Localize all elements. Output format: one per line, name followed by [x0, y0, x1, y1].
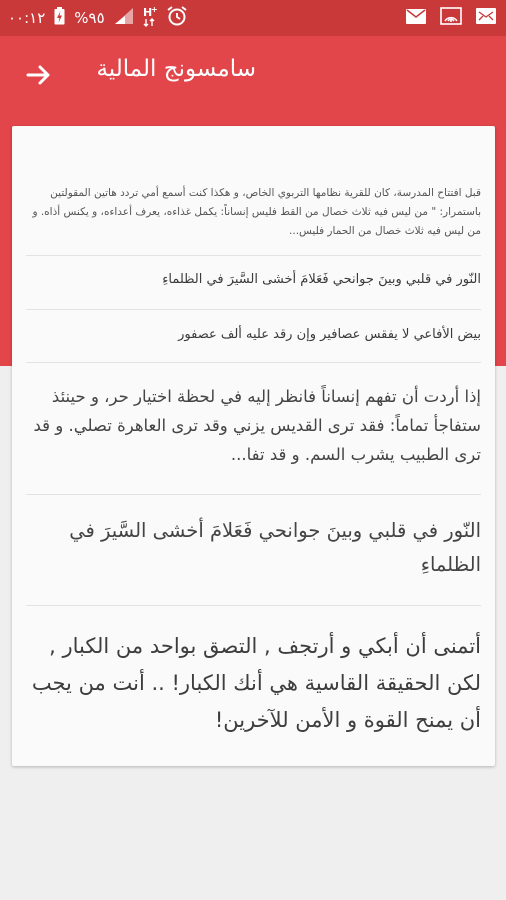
battery-icon — [54, 7, 65, 29]
post-item[interactable]: إذا أردت أن تفهم إنساناً فانظر إليه في لحظة اختيار حر، و حينئذ ستفاجأ تماماً: فقد ترى القديس يزني وقد ترى العاهرة تصلي. و قد ترى الطبيب يشرب السم. و قد تفا... — [33, 387, 481, 464]
status-bar-right — [406, 0, 496, 36]
divider — [26, 309, 481, 310]
screen-mirror-icon — [440, 7, 462, 29]
svg-text:H: H — [142, 6, 152, 19]
email-icon — [406, 9, 426, 28]
hplus-data-icon — [143, 5, 157, 31]
divider — [26, 494, 481, 495]
alarm-icon — [166, 5, 188, 31]
battery-percent: %٩٥ — [74, 9, 105, 27]
status-bar-left — [8, 0, 188, 36]
signal-icon — [114, 7, 134, 29]
notification-icon — [476, 8, 496, 28]
post-item[interactable]: قبل افتتاح المدرسة، كان للقرية نظامها التربوي الخاص، و هكذا كنت أسمع أمي تردد هاتين المقولتين باستمرار: " من ليس فيه ثلاث خصال من القط فليس إنساناً: يكمل غذاءه، يعرف أعداءه، و يكنس أذاه. و من ليس فيه ثلاث خصال من الحمار فليس... — [32, 187, 481, 237]
back-button[interactable] — [22, 58, 56, 92]
divider — [26, 362, 481, 363]
posts-card — [12, 126, 495, 766]
status-bar — [0, 0, 506, 36]
post-item[interactable]: بيض الأفاعي لا يفقس عصافير وإن رقد عليه ألف عصفور — [178, 327, 481, 342]
post-item[interactable]: أتمنى أن أبكي و أرتجف , التصق بواحد من الكبار , لكن الحقيقة القاسية هي أنك الكبار! .. أنت من يجب أن يمنح القوة و الأمن للآخرين! — [31, 634, 481, 732]
app-title: سامسونج المالية — [96, 56, 256, 82]
post-item[interactable]: النّور في قلبي وبينَ جوانحي فَعَلامَ أخشى السَّيرَ في الظلماءِ — [162, 272, 481, 287]
post-item[interactable]: النّور في قلبي وبينَ جوانحي فَعَلامَ أخشى السَّيرَ في الظلماءِ — [69, 519, 481, 576]
divider — [26, 255, 481, 256]
divider — [26, 605, 481, 606]
arrow-right-icon — [22, 58, 56, 92]
clock: ٠٠:١٢ — [8, 9, 46, 27]
svg-text:+: + — [150, 5, 158, 14]
